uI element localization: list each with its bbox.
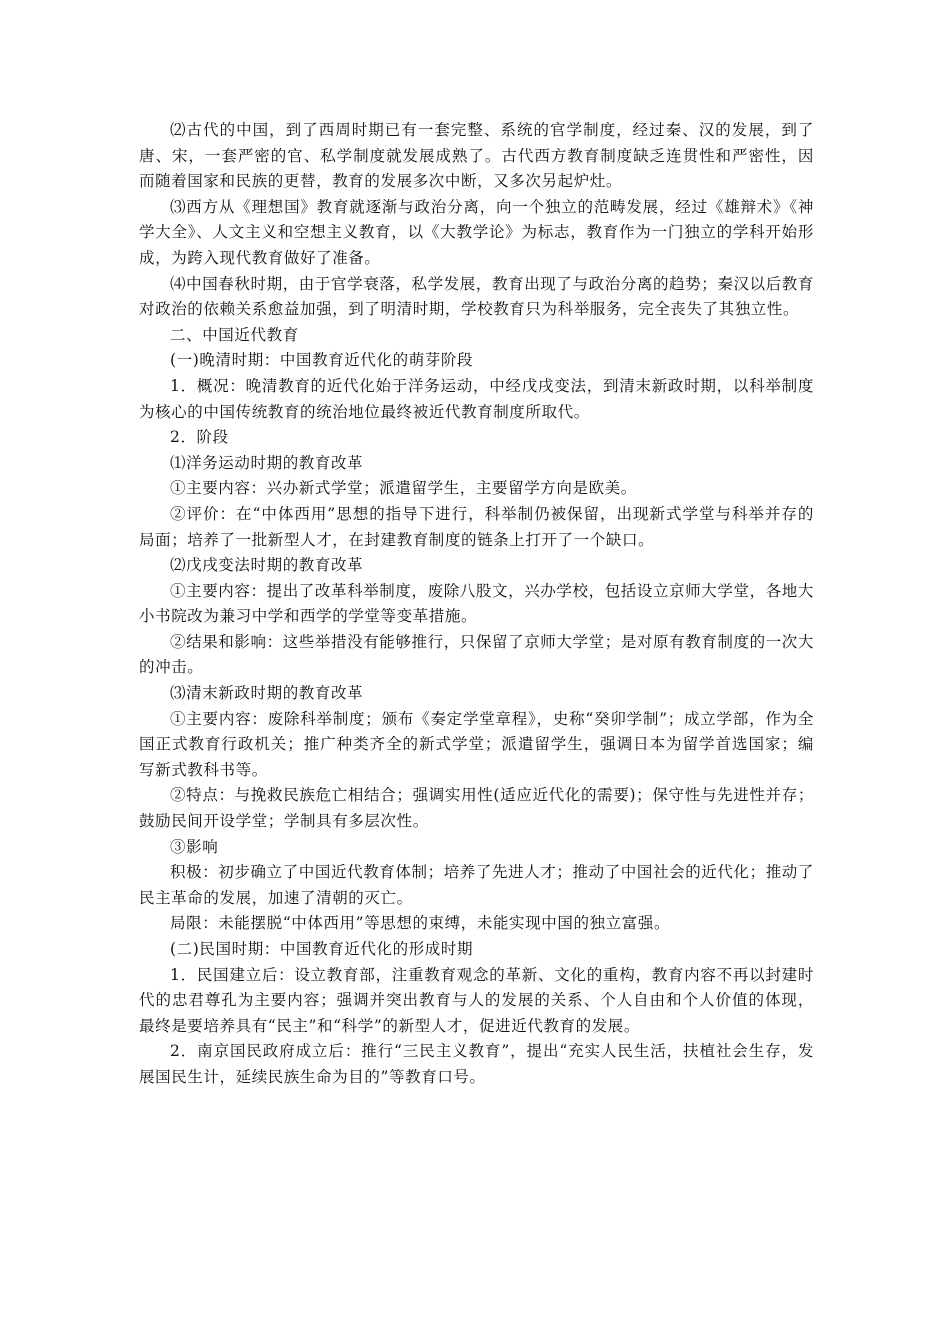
- subsection-heading-late-qing: (一)晚清时期：中国教育近代化的萌芽阶段: [170, 351, 474, 370]
- item-wuxu-content: ①主要内容：提出了改革科举制度，废除八股文，兴办学校，包括设立京师大学堂，各地大小书院改为兼习中学和西学的学堂等变革措施。: [139, 581, 815, 626]
- paragraph-spring-autumn-private-schools: ⑷中国春秋时期，由于官学衰落，私学发展，教育出现了与政治分离的趋势；秦汉以后教育对政治的依赖关系愈益加强，到了明清时期，学校教育只为科举服务，完全丧失了其独立性。: [139, 274, 815, 319]
- item-new-policy-features: ②特点：与挽救民族危亡相结合；强调实用性(适应近代化的需要)；保守性与先进性并存；鼓励民间开设学堂；学制具有多层次性。: [139, 786, 814, 831]
- paragraph-republic-founding: 1．民国建立后：设立教育部，注重教育观念的革新、文化的重构，教育内容不再以封建时代的忠君尊孔为主要内容；强调并突出教育与人的发展的关系、个人自由和个人价值的体现，最终是要培养具有“民主”和“科学”的新型人才，促进近代教育的发展。: [139, 965, 814, 1035]
- paragraph-impact-positive: 积极：初步确立了中国近代教育体制；培养了先进人才；推动了中国社会的近代化；推动了民主革命的发展，加速了清朝的灭亡。: [139, 863, 815, 907]
- item-westernization-content: ①主要内容：兴办新式学堂；派遣留学生，主要留学方向是欧美。: [170, 479, 637, 498]
- heading-stages: 2．阶段: [170, 428, 229, 447]
- item-westernization-evaluation: ②评价：在“中体西用”思想的指导下进行，科举制仍被保留，出现新式学堂与科举并存的局面；培养了一批新型人才，在封建教育制度的链条上打开了一个缺口。: [139, 504, 814, 549]
- item-new-policy-impact: ③影响: [170, 837, 219, 856]
- item-wuxu-result: ②结果和影响：这些举措没有能够推行，只保留了京师大学堂；是对原有教育制度的一次大的冲击。: [139, 632, 815, 677]
- item-new-policy-content: ①主要内容：废除科举制度；颁布《奏定学堂章程》，史称“癸卯学制”；成立学部，作为全国正式教育行政机关；推广种类齐全的新式学堂；派遣留学生，强调日本为留学首选国家；编写新式教科书等。: [139, 709, 814, 779]
- paragraph-western-education-separation: ⑶西方从《理想国》教育就逐渐与政治分离，向一个独立的范畴发展，经过《雄辩术》《神学大全》、人文主义和空想主义教育，以《大教学论》为标志，教育作为一门独立的学科开始形成，为跨入现代教育做好了准备。: [139, 197, 814, 267]
- heading-westernization-reform: ⑴洋务运动时期的教育改革: [170, 453, 364, 472]
- section-heading-modern-china-education: 二、中国近代教育: [170, 325, 299, 344]
- subsection-heading-republic: (二)民国时期：中国教育近代化的形成时期: [170, 940, 474, 958]
- paragraph-overview: 1．概况：晚清教育的近代化始于洋务运动，中经戊戌变法，到清末新政时期，以科举制度为核心的中国传统教育的统治地位最终被近代教育制度所取代。: [139, 376, 814, 421]
- heading-wuxu-reform: ⑵戊戌变法时期的教育改革: [170, 556, 364, 575]
- paragraph-nanjing-government: 2．南京国民政府成立后：推行“三民主义教育”，提出“充实人民生活，扶植社会生存，发展国民生计，延续民族生命为目的”等教育口号。: [139, 1042, 814, 1086]
- document-page: [139, 118, 814, 1091]
- paragraph-impact-limits: 局限：未能摆脱“中体西用”等思想的束缚，未能实现中国的独立富强。: [170, 914, 671, 933]
- paragraph-ancient-china-official-schools: ⑵古代的中国，到了西周时期已有一套完整、系统的官学制度，经过秦、汉的发展，到了唐、宋，一套严密的官、私学制度就发展成熟了。古代西方教育制度缺乏连贯性和严密性，因而随着国家和民族的更替，教育的发展多次中断，又多次另起炉灶。: [139, 121, 814, 191]
- heading-new-policy-reform: ⑶清末新政时期的教育改革: [170, 684, 364, 703]
